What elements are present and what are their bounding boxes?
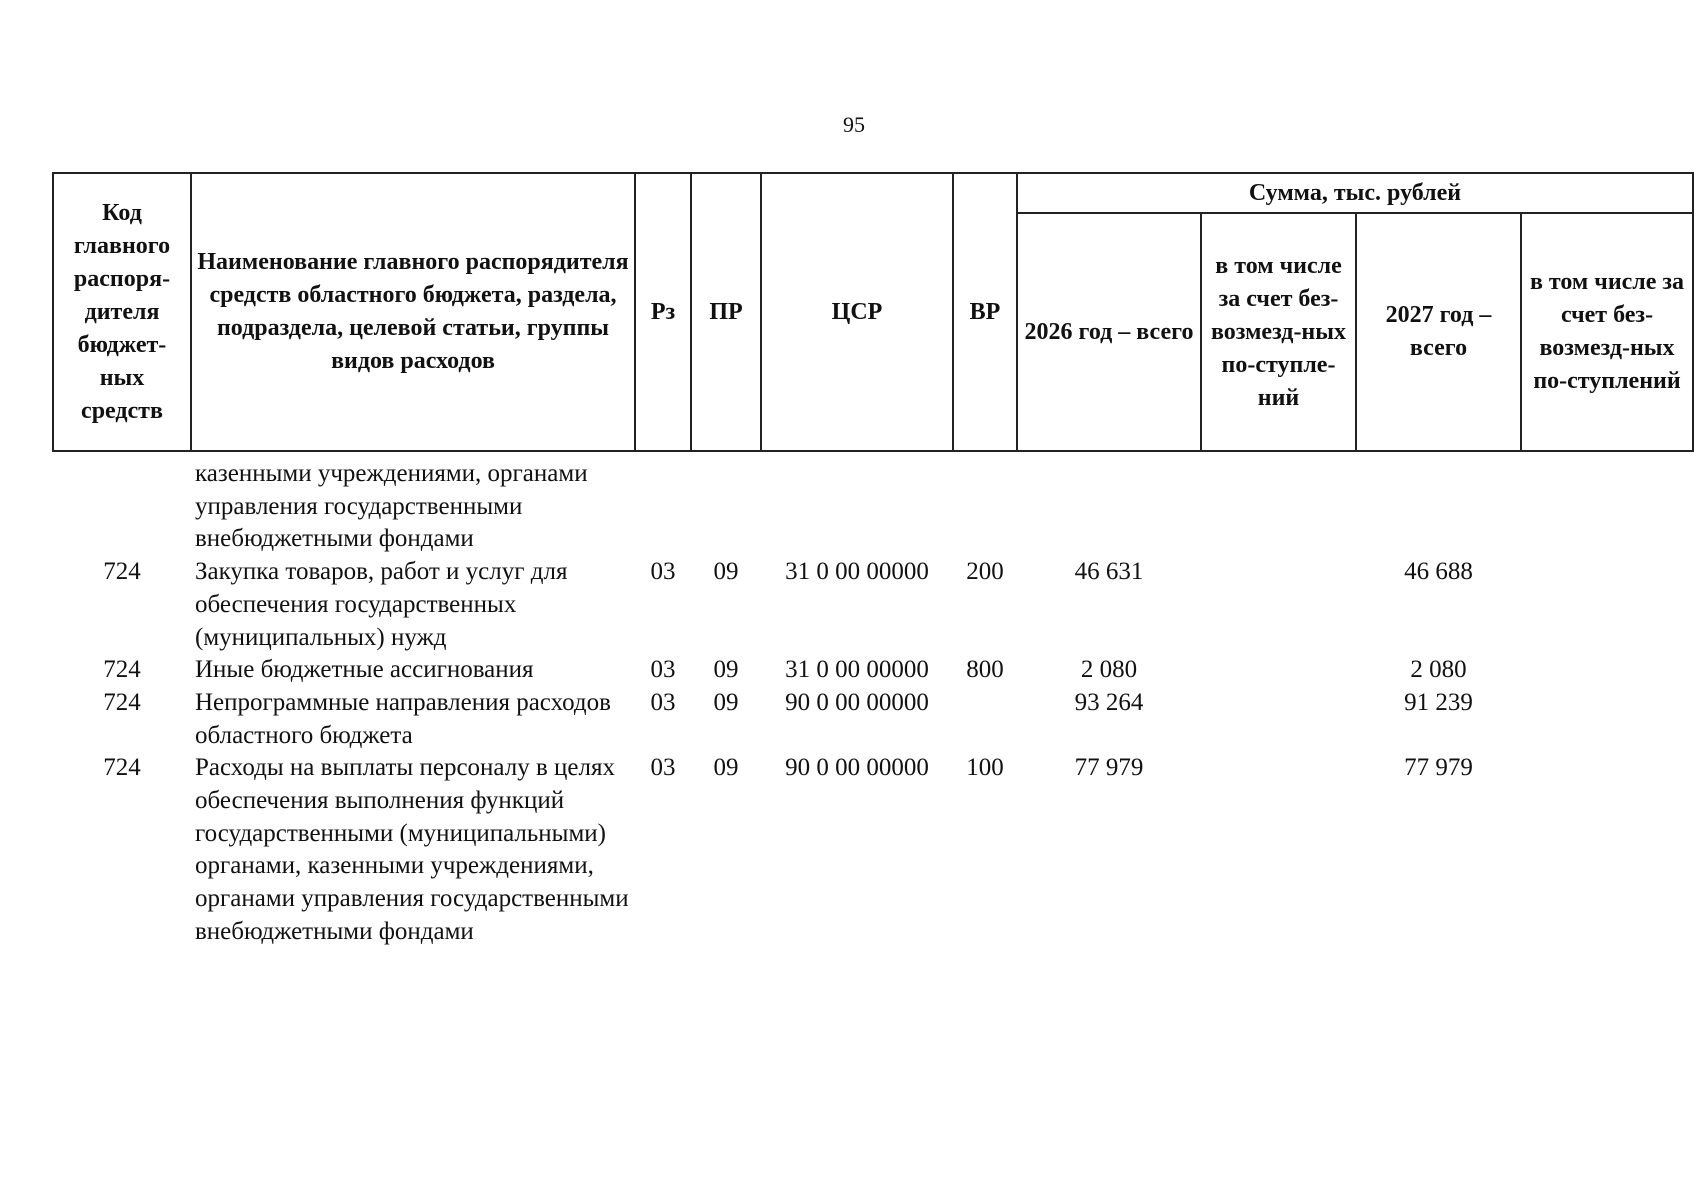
cell-rz xyxy=(635,451,691,556)
cell-name: казенными учреждениями, органами управления государственными внебюджетными фондами xyxy=(195,460,588,553)
table-row xyxy=(53,451,1693,556)
header-2027-grants: в том числе за счет без-возмезд-ных по-ступлений xyxy=(1521,213,1693,451)
cell-code: 724 xyxy=(103,656,141,684)
header-2026-grants: в том числе за счет без-возмезд-ных по-ступле-ний xyxy=(1201,213,1356,451)
cell-code: 724 xyxy=(103,688,141,716)
header-2027-total: 2027 год – всего xyxy=(1356,213,1521,451)
table-row xyxy=(53,687,1693,752)
cell-code xyxy=(53,451,191,556)
header-2026-total: 2026 год – всего xyxy=(1017,213,1201,451)
cell-csr xyxy=(761,451,953,556)
cell-csr: 31 0 00 00000 xyxy=(785,558,929,586)
cell-name: Расходы на выплаты персоналу в целях обеспечения выполнения функций государственными (муниципальными) органами, казенными учреждениями, органами управления государственными внебюджетными фондами xyxy=(195,754,629,945)
cell-2026-grants xyxy=(1201,654,1356,687)
cell-2027-grants xyxy=(1521,752,1693,948)
table-header xyxy=(53,173,1693,451)
header-csr: ЦСР xyxy=(761,173,953,451)
cell-name: Иные бюджетные ассигнования xyxy=(195,656,534,684)
cell-rz: 03 xyxy=(650,688,676,716)
cell-vr: 800 xyxy=(966,656,1004,684)
cell-code: 724 xyxy=(103,754,141,782)
cell-2027-total: 46 688 xyxy=(1404,558,1473,586)
cell-2026-grants xyxy=(1201,687,1356,752)
cell-pr: 09 xyxy=(713,656,739,684)
table-row xyxy=(53,556,1693,654)
cell-pr: 09 xyxy=(713,558,739,586)
cell-name: Закупка товаров, работ и услуг для обеспечения государственных (муниципальных) нужд xyxy=(195,558,568,651)
cell-2027-grants xyxy=(1521,556,1693,654)
cell-2026-total xyxy=(1017,451,1201,556)
header-rz: Рз xyxy=(635,173,691,451)
cell-2027-grants xyxy=(1521,654,1693,687)
cell-csr: 31 0 00 00000 xyxy=(785,656,929,684)
cell-csr: 90 0 00 00000 xyxy=(785,754,929,782)
budget-table xyxy=(52,172,1694,949)
cell-pr: 09 xyxy=(713,688,739,716)
cell-2026-total: 2 080 xyxy=(1080,656,1138,684)
table-row xyxy=(53,752,1693,948)
cell-2027-grants xyxy=(1521,687,1693,752)
cell-2026-grants xyxy=(1201,556,1356,654)
cell-2027-total: 91 239 xyxy=(1404,688,1473,716)
cell-2027-total xyxy=(1356,451,1521,556)
header-pr: ПР xyxy=(691,173,761,451)
cell-name: Непрограммные направления расходов областного бюджета xyxy=(195,688,611,749)
cell-pr xyxy=(691,451,761,556)
cell-2027-total: 2 080 xyxy=(1410,656,1467,684)
cell-rz: 03 xyxy=(650,754,676,782)
cell-code: 724 xyxy=(103,558,141,586)
cell-rz: 03 xyxy=(650,656,676,684)
cell-rz: 03 xyxy=(650,558,676,586)
table-body xyxy=(53,451,1693,949)
cell-2027-grants xyxy=(1521,451,1693,556)
cell-csr: 90 0 00 00000 xyxy=(785,688,929,716)
cell-vr xyxy=(953,451,1017,556)
header-sum: Сумма, тыс. рублей xyxy=(1017,173,1693,213)
cell-vr: 200 xyxy=(966,558,1004,586)
cell-2027-total: 77 979 xyxy=(1404,754,1473,782)
cell-vr: 100 xyxy=(966,754,1004,782)
header-code: Код главного распоря-дителя бюджет-ных средств xyxy=(53,173,191,451)
page-number: 95 xyxy=(843,112,865,137)
header-name: Наименование главного распорядителя средств областного бюджета, раздела, подраздела, целевой статьи, группы видов расходов xyxy=(191,173,635,451)
header-vr: ВР xyxy=(953,173,1017,451)
cell-pr: 09 xyxy=(713,754,739,782)
cell-2026-total: 77 979 xyxy=(1074,754,1144,782)
cell-2026-grants xyxy=(1201,451,1356,556)
table-row xyxy=(53,654,1693,687)
cell-2026-total: 46 631 xyxy=(1074,558,1144,586)
cell-vr xyxy=(953,687,1017,752)
cell-2026-grants xyxy=(1201,752,1356,948)
cell-2026-total: 93 264 xyxy=(1074,688,1144,716)
